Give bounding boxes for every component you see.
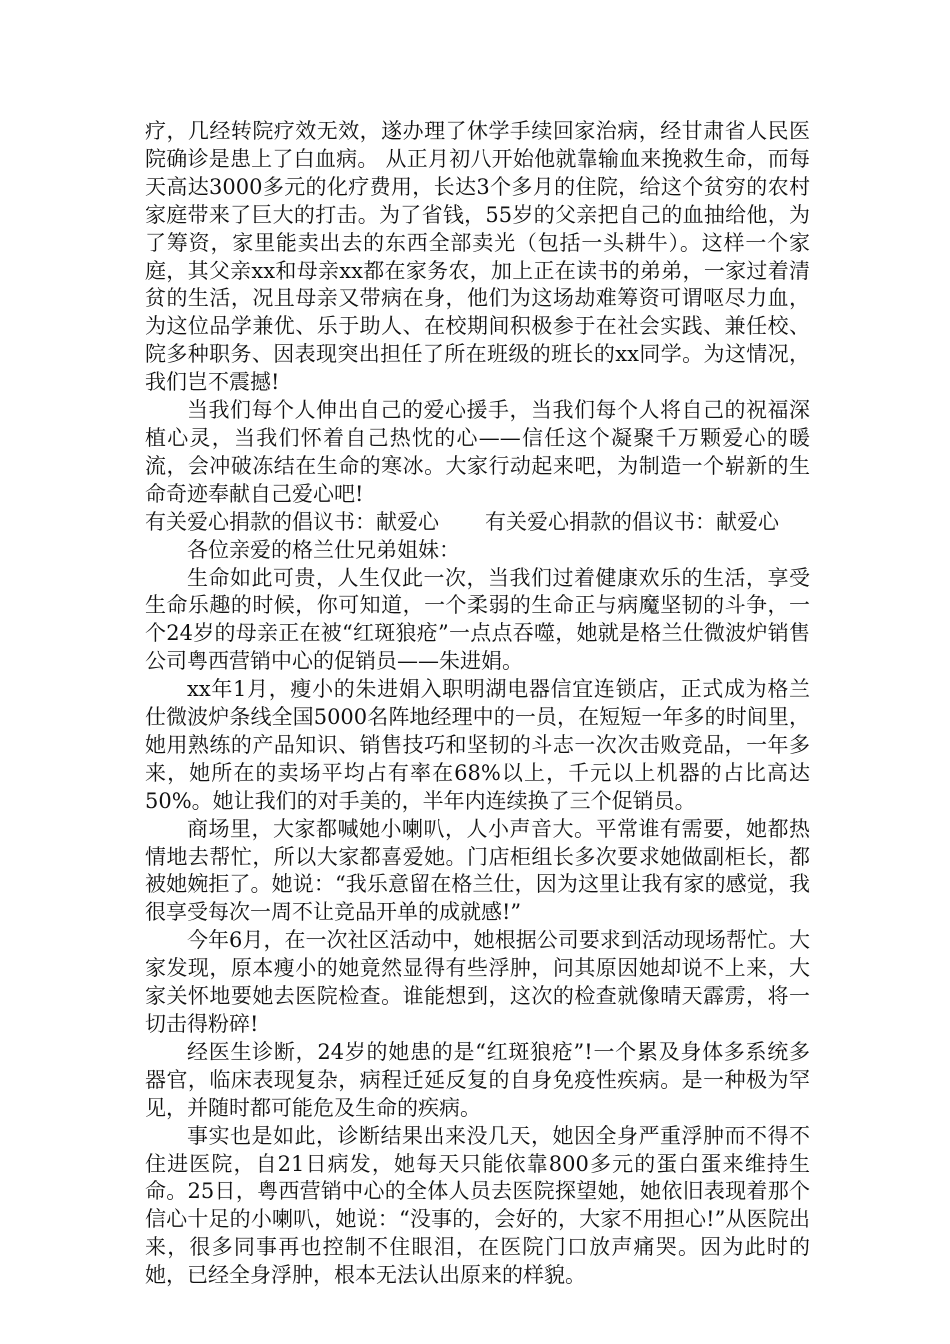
document-page <box>145 118 810 1290</box>
salutation: 各位亲爱的格兰仕兄弟姐妹： <box>187 537 460 562</box>
heading-part-1: 有关爱心捐款的倡议书：献爱心 <box>145 509 439 534</box>
paragraph-call-to-action: 当我们每个人伸出自己的爱心援手，当我们每个人将自己的祝福深植心灵，当我们怀着自己热忱的心——信任这个凝聚千万颗爱心的暖流，会冲破冻结在生命的寒冰。大家行动起来吧，为制造一个崭新的生命奇迹奉献自己爱心吧! <box>145 398 810 506</box>
paragraph-intro: 生命如此可贵，人生仅此一次，当我们过着健康欢乐的生活，享受生命乐趣的时候，你可知道，一个柔弱的生命正与病魔坚韧的斗争，一个24岁的母亲正在被“红斑狼疮”一点点吞噬，她就是格兰仕微波炉销售公司粤西营销中心的促销员——朱进娟。 <box>145 565 810 674</box>
paragraph-hospital: 事实也是如此，诊断结果出来没几天，她因全身严重浮肿而不得不住进医院，自21日病发，她每天只能依靠800多元的蛋白蛋来维持生命。25日，粤西营销中心的全体人员去医院探望她，她依旧表现着那个信心十足的小喇叭，她说：“没事的，会好的，大家不用担心!”从医院出来，很多同事再也控制不住眼泪，在医院门口放声痛哭。因为此时的她，已经全身浮肿，根本无法认出原来的样貌。 <box>145 1123 810 1288</box>
paragraph-work-history: xx年1月，瘦小的朱进娟入职明湖电器信宜连锁店，正式成为格兰仕微波炉条线全国5000名阵地经理中的一员，在短短一年多的时间里，她用熟练的产品知识、销售技巧和坚韧的斗志一次次击败竞品，一年多来，她所在的卖场平均占有率在68%以上，千元以上机器的占比高达50%。她让我们的对手美的，半年内连续换了三个促销员。 <box>145 677 810 813</box>
section-heading <box>145 509 810 537</box>
paragraph-diagnosis: 经医生诊断，24岁的她患的是“红斑狼疮”!一个累及身体多系统多器官，临床表现复杂，病程迁延反复的自身免疫性疾病。是一种极为罕见，并随时都可能危及生命的疾病。 <box>145 1039 810 1120</box>
paragraph-continuation: 疗，几经转院疗效无效，遂办理了休学手续回家治病，经甘肃省人民医院确诊是患上了白血病。 从正月初八开始他就靠输血来挽救生命，而每天高达3000多元的化疗费用，长达3个多月的住院，给这个贫穷的农村家庭带来了巨大的打击。为了省钱，55岁的父亲把自己的血抽给他，为了筹资，家里能卖出去的东西全部卖光（包括一头耕牛）。这样一个家庭，其父亲xx和母亲xx都在家务农，加上正在读书的弟弟，一家过着清贫的生活，况且母亲又带病在身，他们为这场劫难筹资可谓呕尽力血，为这位品学兼优、乐于助人、在校期间积极参于在社会实践、兼任校、院多种职务、因表现突出担任了所在班级的班长的xx同学。为这情况，我们岂不震撼! <box>145 119 810 395</box>
paragraph-discovery: 今年6月，在一次社区活动中，她根据公司要求到活动现场帮忙。大家发现，原本瘦小的她竟然显得有些浮肿，问其原因她却说不上来，大家关怀地要她去医院检查。谁能想到，这次的检查就像晴天霹雳，将一切击得粉碎! <box>145 928 810 1036</box>
paragraph-personality: 商场里，大家都喊她小喇叭，人小声音大。平常谁有需要，她都热情地去帮忙，所以大家都喜爱她。门店柜组长多次要求她做副柜长，都被她婉拒了。她说：“我乐意留在格兰仕，因为这里让我有家的感觉，我很享受每次一周不让竞品开单的成就感!” <box>145 816 810 925</box>
heading-part-2: 有关爱心捐款的倡议书：献爱心 <box>485 509 779 534</box>
